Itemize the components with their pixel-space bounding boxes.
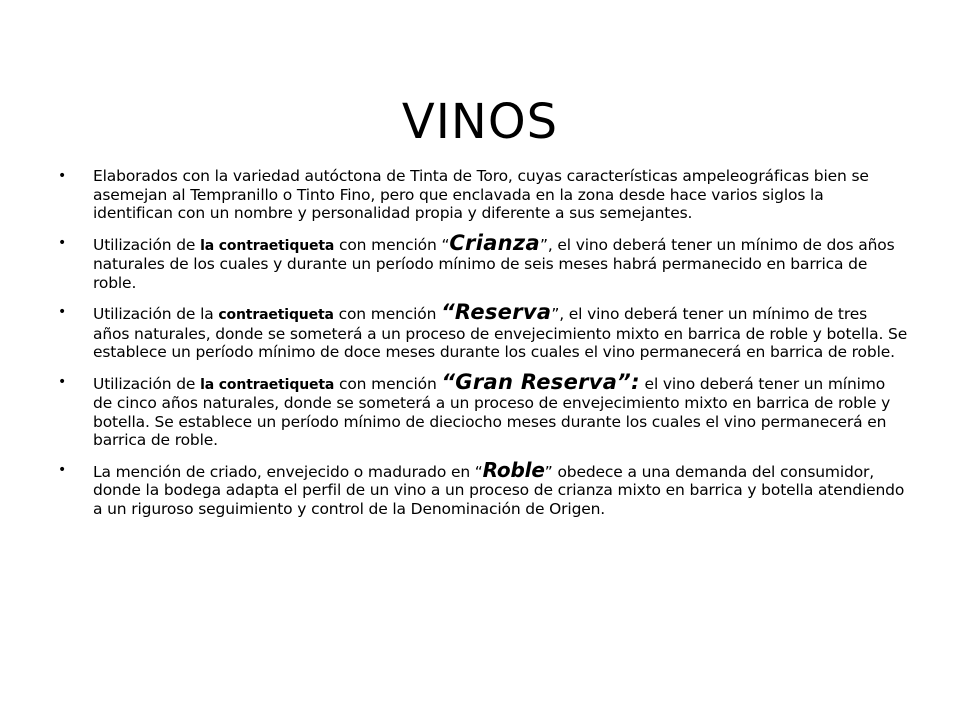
bullet-text-pre: La mención de criado, envejecido o madurado en “ bbox=[93, 462, 483, 481]
bullet-item-crianza bbox=[58, 230, 908, 293]
highlight-roble: Roble bbox=[482, 457, 545, 482]
bullet-text-pre: Utilización de la bbox=[93, 305, 219, 323]
bullet-icon: • bbox=[58, 168, 67, 184]
bullet-text-post: ” obedece a una demanda del consumidor, donde la bodega adapta el perfil de un vino a un proceso de crianza mixto en barrica y botella atendiendo a un riguroso seguimiento y control de la Denominación de Origen. bbox=[93, 462, 905, 518]
slide-title: VINOS bbox=[401, 94, 559, 151]
highlight-gran-reserva: “Gran Reserva”: bbox=[441, 369, 640, 394]
bullet-text-pre: Utilización de bbox=[93, 374, 201, 393]
keyword-contraetiqueta: la contraetiqueta bbox=[200, 237, 335, 254]
bullet-text: Elaborados con la variedad autóctona de Tinta de Toro, cuyas características ampeleográficas bien se asemejan al Tempranillo o Tinto Fino, pero que enclavada en la zona desde hace varios siglos la identifican con un nombre y personalidad propia y diferente a sus semejantes. bbox=[93, 167, 869, 222]
bullet-icon: • bbox=[58, 304, 67, 320]
bullet-list bbox=[58, 167, 908, 529]
bullet-item-reserva bbox=[58, 300, 908, 362]
highlight-crianza: Crianza bbox=[449, 230, 540, 255]
bullet-text-mid: con mención bbox=[333, 305, 442, 323]
bullet-item-gran-reserva bbox=[58, 369, 908, 450]
bullet-text-post: el vino deberá tener un mínimo de cinco años naturales, donde se someterá a un proceso de envejecimiento mixto en barrica de roble y botella. Se establece un período mínimo de dieciocho meses durante los cuales el vino permanecerá en barrica de roble. bbox=[93, 374, 891, 449]
bullet-icon: • bbox=[58, 461, 67, 478]
bullet-icon: • bbox=[58, 234, 67, 251]
highlight-reserva: “Reserva bbox=[441, 300, 552, 324]
bullet-text-pre: Utilización de bbox=[93, 235, 201, 254]
bullet-item-origin bbox=[58, 167, 908, 223]
bullet-text-mid: con mención bbox=[334, 374, 442, 393]
bullet-text-post: ”, el vino deberá tener un mínimo de dos años naturales de los cuales y durante un período mínimo de seis meses habrá permanecido en barrica de roble. bbox=[93, 235, 895, 292]
bullet-item-roble bbox=[58, 457, 908, 519]
bullet-icon: • bbox=[58, 373, 67, 390]
keyword-contraetiqueta: la contraetiqueta bbox=[200, 376, 335, 393]
keyword-contraetiqueta: contraetiqueta bbox=[218, 307, 334, 323]
bullet-text-mid: con mención “ bbox=[334, 235, 450, 254]
bullet-text-post: ”, el vino deberá tener un mínimo de tres años naturales, donde se someterá a un proceso de envejecimiento mixto en barrica de roble y botella. Se establece un período mínimo de doce meses durante los cuales el vino permanecerá en barrica de roble. bbox=[93, 305, 908, 361]
